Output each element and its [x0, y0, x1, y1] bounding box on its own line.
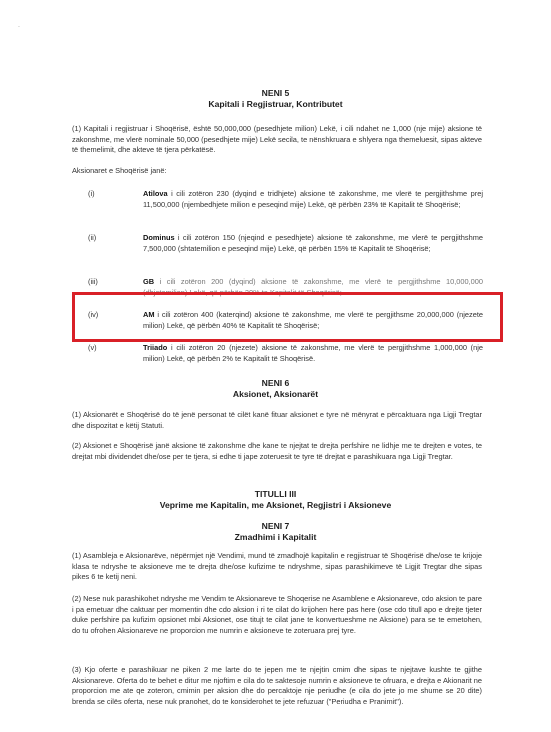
- shareholder-text: i cili zotëron 230 (dyqind e tridhjete) aksione të zakonshme, me vlerë te pergjithshme prej 11,500,000 (njembedhjete milion e peseqind mije) Lekë, që përbën 23% të Kapitalit të Shoqërisë;: [143, 189, 483, 209]
- red-highlight-box: [72, 292, 503, 342]
- item-number: (iii): [88, 277, 98, 286]
- neni7-paragraph-1: (1) Asambleja e Aksionarëve, nëpërmjet një Vendimi, mund të zmadhojë kapitalin e regjistruar të Shoqërisë dhe/ose te krijoje klasa te ndryshe te aksioneve me te drejta dhe/ose kufizime te ndryshme, sipas parashikimeve të Ligjit Tregtar dhe sipas pikes 6 te ketij neni.: [72, 551, 482, 582]
- shareholder-text: i cili zotëron 150 (njeqind e pesedhjete) aksione të zakonshme, me vlerë te pergjithshme 7,500,000 (shtatemilion e peseqind mije) Lekë, që përbën 15% të Kapitalit të Shoqërisë;: [143, 233, 483, 253]
- neni7-paragraph-3: (3) Kjo oferte e parashikuar ne piken 2 me larte do te jepen me te njejtin cmim dhe sipas te njejtave kushte te gjithe Aksionareve. Oferta do te behet e ditur me njoftim e cila do te saktesoje numrin e aksioneve te ofruara, e drejta e Akionarit ne proporcion me ate qe zoteron, cmimin per aksion dhe do percaktoje nje periudhe (e cila do jete jo me shume se 20 dite) brenda se cilës oferta, nese nuk pranohet, do te konsiderohet te jete refuzuar ("Periudha e Pranimit").: [72, 665, 482, 706]
- neni6-subheading: Aksionet, Aksionarët: [232, 389, 319, 399]
- neni5-paragraph-2: Aksionaret e Shoqërisë janë:: [72, 166, 167, 175]
- shareholder-item: [143, 343, 483, 364]
- titulli3-subheading: Veprime me Kapitalin, me Aksionet, Regjistri i Aksioneve: [159, 500, 392, 510]
- neni6-paragraph-2: (2) Aksionet e Shoqërisë janë aksione të zakonshme dhe kane te njejtat te drejta perfshire ne lidhje me te drejten e votes, te drejtat mbi dividendet dhe/ose per te tjera, si edhe ti jape zoteruesit te tyre të drejtat e parashikuara nga Ligji Tregtar.: [72, 441, 482, 461]
- shareholder-text: i cili zotëron 400 (katerqind) aksione të zakonshme, me vlerë te pergjithsme 20,000,000 (njezete milion) Lekë, që përbën 40% të Kapitalit të Shoqërisë;: [143, 310, 483, 330]
- shareholder-name: GB: [143, 277, 155, 286]
- shareholder-name: AM: [143, 310, 155, 319]
- item-number: (i): [88, 189, 95, 198]
- neni7-subheading: Zmadhimi i Kapitalit: [234, 532, 317, 542]
- neni5-subheading: Kapitali i Regjistruar, Kontributet: [208, 99, 343, 109]
- neni5-paragraph-1: (1) Kapitali i regjistruar i Shoqërisë, është 50,000,000 (pesedhjete milion) Lekë, i cili ndahet ne 1,000 (nje mije) aksione të zakonshme, me vlerë nominale 50,000 (pesedhjete mije) Lekë secila, te nënshkruara e shlyera nga themeluesit, sipas akteve të themelimit, dhe akteve të tjera përkatësë.: [72, 124, 482, 155]
- shareholder-text: i cili zotëron 200 (dyqind) aksione të zakonshme, me vlerë te pergjithshme 10,000,000 (dhjetemilion) Lekë, që përbën 20% te Kapitalit të Shoqërisë;: [143, 277, 483, 297]
- shareholder-text: i cili zotëron 20 (njezete) aksione të zakonshme, me vlerë te pergjithshme 1,000,000 (nje milion) Lekë, që përbën 2% te Kapitalit të Shoqërisë.: [143, 343, 483, 363]
- item-number: (v): [88, 343, 97, 352]
- item-number: (ii): [88, 233, 97, 242]
- neni6-heading: NENI 6: [261, 378, 290, 388]
- neni6-paragraph-1: (1) Aksionarët e Shoqërisë do të jenë personat të cilët kanë fituar aksionet e tyre në mënyrat e përcaktuara nga Ligji Tregtar dhe dispozitat e këtij Statuti.: [72, 410, 482, 430]
- neni5-heading: NENI 5: [261, 88, 290, 98]
- shareholder-name: Atilova: [143, 189, 168, 198]
- corner-mark: .: [18, 22, 20, 29]
- shareholder-name: Dominus: [143, 233, 175, 242]
- item-number: (iv): [88, 310, 99, 319]
- shareholder-item: [143, 233, 483, 254]
- neni7-heading: NENI 7: [261, 521, 290, 531]
- titulli3-heading: TITULLI III: [254, 489, 297, 499]
- shareholder-item: [143, 189, 483, 210]
- shareholder-name: Triiado: [143, 343, 168, 352]
- neni7-paragraph-2: (2) Nese nuk parashikohet ndryshe me Vendim te Aksionareve te Shoqerise ne Asamblene e Aksionareve, cdo aksion te pare i pa emetuar dhe caktuar per momentin dhe cdo aksion i ri te cilat do krijohen here pas here (ose cdo titull apo e drejte tjeter duke perfshire pa kufizim opsionet mbi Aksionet, ose titujt te cilat jane te konvertueshme ne Aksione) para se te emetohen, do tu ofrohen Aksionareve ne proporcion me numrin e aksioneve te zoteruara prej tyre.: [72, 594, 483, 635]
